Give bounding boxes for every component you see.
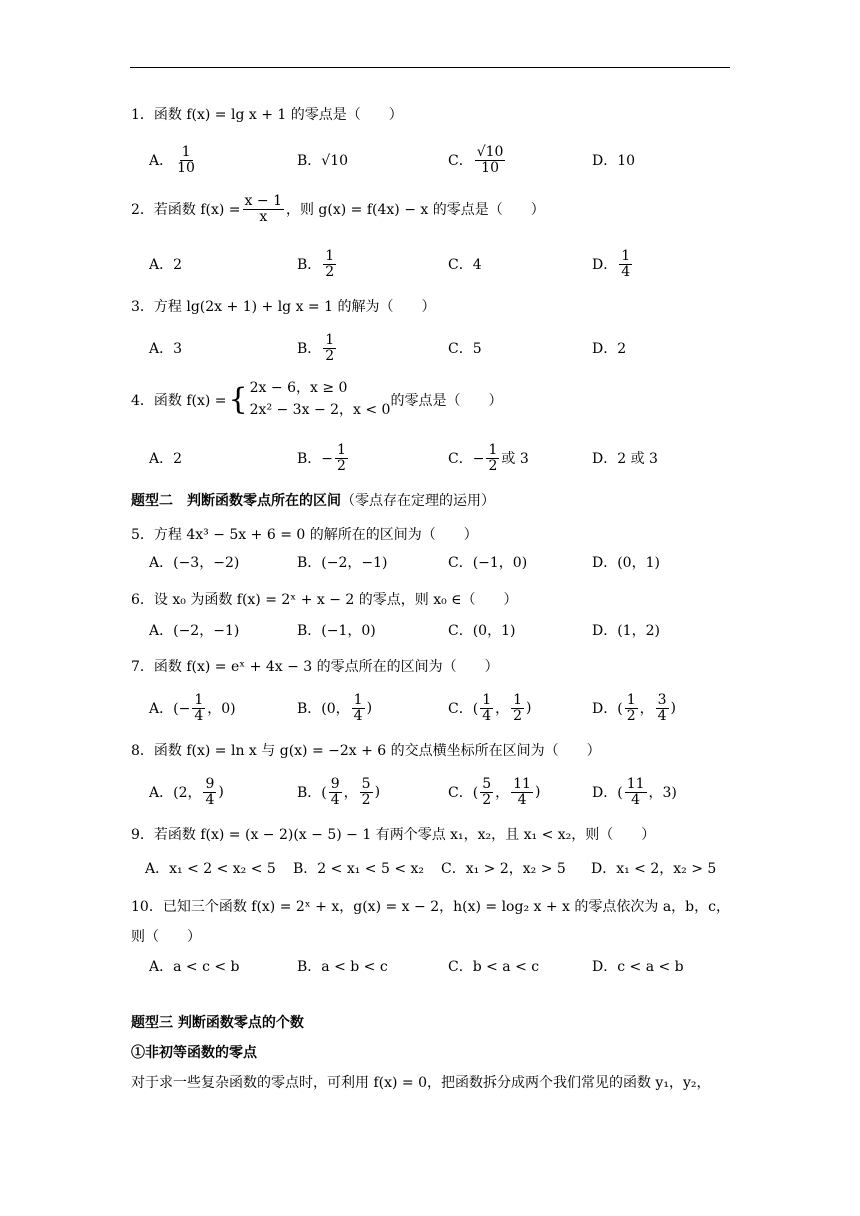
fraction: $\frac{√10}{10}$ <box>476 143 504 176</box>
question-5-stem: 5．方程 4x³ − 5x + 6 = 0 的解所在的区间为（ ） <box>131 527 478 543</box>
option-b: B．(−1，0) <box>297 623 376 639</box>
question-3-stem: 3．方程 lg(2x + 1) + lg x = 1 的解为（ ） <box>131 299 436 315</box>
option-d: D．( $\frac{11}{4}$ ，3) <box>592 775 677 808</box>
question-2-stem: 2．若函数 f(x) = $\frac{x - 1}{x}$ ，则 g(x) = f(4x) − x 的零点是（ ） <box>131 193 545 225</box>
option-c: C．b < a < c <box>448 959 540 975</box>
option-a: A．3 <box>149 341 183 357</box>
option-b: B． $\frac{1}{2}$ <box>297 247 335 280</box>
question-8-stem: 8．函数 f(x) = ln x 与 g(x) = −2x + 6 的交点横坐标所在区间为（ ） <box>131 743 601 759</box>
option-c: C． $\frac{√10}{10}$ <box>448 143 504 176</box>
option-d: D．( $\frac{1}{2}$ ， $\frac{3}{4}$ ) <box>592 691 676 724</box>
brace: { <box>228 381 248 417</box>
option-a: A．(2， $\frac{9}{4}$ ) <box>149 775 224 808</box>
fraction: $\frac{x - 1}{x}$ <box>244 193 282 225</box>
subsection-heading: ①非初等函数的零点 <box>131 1045 257 1061</box>
question-6-options <box>149 610 769 650</box>
question-5-options <box>149 542 769 582</box>
option-c: C．( $\frac{1}{4}$ ， $\frac{1}{2}$ ) <box>448 691 532 724</box>
option-c: C．(−1，0) <box>448 555 528 571</box>
option-c: C．4 <box>448 257 482 273</box>
question-9-options <box>145 848 765 888</box>
header-rule <box>130 67 730 68</box>
option-d: D．(1，2) <box>592 623 660 639</box>
section-3-heading: 题型三 判断函数零点的个数 <box>131 1015 304 1031</box>
question-7-options <box>149 688 769 728</box>
section-2-heading: 题型二 判断函数零点所在的区间（零点存在定理的运用） <box>131 493 495 509</box>
option-d: D．c < a < b <box>592 959 684 975</box>
question-6-stem: 6．设 x₀ 为函数 f(x) = 2ˣ + x − 2 的零点，则 x₀ ∈（ ） <box>131 592 518 608</box>
question-10-options <box>149 946 769 986</box>
option-b: B．(−2，−1) <box>297 555 388 571</box>
option-d: D．2 或 3 <box>592 451 658 467</box>
option-b: B．√10 <box>297 153 349 169</box>
option-a: A．(− $\frac{1}{4}$ ，0) <box>149 691 236 724</box>
option-a: A．(−3，−2) <box>149 555 240 571</box>
question-10-stem-cont: 则（ ） <box>131 929 201 945</box>
option-a: A．a < c < b <box>149 959 240 975</box>
option-d: D．10 <box>592 153 636 169</box>
question-4-stem: 4．函数 f(x) = { 2x − 6，x ≥ 0 2x² − 3x − 2，x < 0 的零点是（ ） <box>131 378 502 421</box>
option-b: B． $\frac{1}{2}$ <box>297 331 335 364</box>
question-7-stem: 7．函数 f(x) = eˣ + 4x − 3 的零点所在的区间为（ ） <box>131 659 499 675</box>
question-3-options <box>149 328 769 368</box>
question-8-options <box>149 772 769 812</box>
question-1-options <box>149 140 769 180</box>
option-b: B．(0， $\frac{1}{4}$ ) <box>297 691 373 724</box>
option-b: B．2 < x₁ < 5 < x₂ <box>293 861 425 877</box>
option-a: A．(−2，−1) <box>149 623 240 639</box>
option-b: B．( $\frac{9}{4}$ ， $\frac{5}{2}$ ) <box>297 775 381 808</box>
question-9-stem: 9．若函数 f(x) = (x − 2)(x − 5) − 1 有两个零点 x₁，x₂，且 x₁ < x₂，则（ ） <box>131 827 656 843</box>
body-paragraph: 对于求一些复杂函数的零点时，可利用 f(x) = 0，把函数拆分成两个我们常见的函数 y₁，y₂， <box>131 1075 711 1091</box>
option-c: C．( $\frac{5}{2}$ ， $\frac{11}{4}$ ) <box>448 775 541 808</box>
question-1-stem: 1．函数 f(x) = lg x + 1 的零点是（ ） <box>131 107 403 123</box>
option-c: C．(0，1) <box>448 623 516 639</box>
fraction: $\frac{1}{10}$ <box>177 143 195 176</box>
option-d: D． $\frac{1}{4}$ <box>592 247 631 280</box>
option-d: D．(0，1) <box>592 555 660 571</box>
option-b: B．− $\frac{1}{2}$ <box>297 441 346 474</box>
option-c: C．− $\frac{1}{2}$ 或 3 <box>448 441 529 474</box>
option-d: D．2 <box>592 341 627 357</box>
option-a: A．2 <box>149 257 183 273</box>
option-a: A．2 <box>149 451 183 467</box>
option-b: B．a < b < c <box>297 959 388 975</box>
option-c: C．x₁ > 2，x₂ > 5 <box>441 861 566 877</box>
question-2-options <box>149 244 769 284</box>
option-a: A．x₁ < 2 < x₂ < 5 <box>145 861 276 877</box>
option-a: A． $\frac{1}{10}$ <box>149 143 195 176</box>
question-10-stem: 10．已知三个函数 f(x) = 2ˣ + x，g(x) = x − 2，h(x) = log₂ x + x 的零点依次为 a，b，c， <box>131 899 730 915</box>
option-c: C．5 <box>448 341 482 357</box>
question-4-options <box>149 438 769 478</box>
option-d: D．x₁ < 2，x₂ > 5 <box>591 861 717 877</box>
piecewise: 2x − 6，x ≥ 0 2x² − 3x − 2，x < 0 <box>249 380 391 418</box>
